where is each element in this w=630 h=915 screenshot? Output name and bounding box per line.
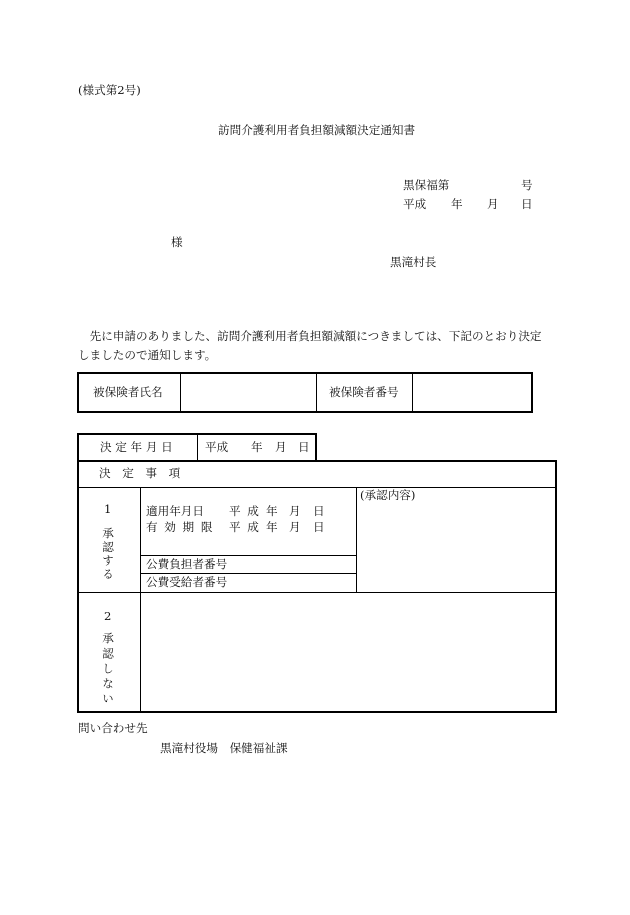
approve-details-divider [356, 488, 357, 592]
decision-date-month: 月 [275, 440, 287, 454]
valid-period-label: 有 効 期 限 [146, 520, 214, 534]
decision-date-era: 平成 [205, 440, 229, 454]
issue-number-suffix: 号 [521, 178, 533, 192]
issue-number-prefix: 黒保福第 [403, 178, 450, 192]
body-line-1: 先に申請のありました、訪問介護利用者負担額減額につきましては、下記のとおり決定 [89, 329, 542, 343]
applied-date-label: 適用年月日 [146, 504, 204, 518]
recipient-honorific: 様 [171, 235, 183, 249]
approve-number: 1 [104, 502, 112, 516]
applied-date-year: 年 [266, 504, 278, 518]
public-payer-label: 公費負担者番号 [146, 557, 228, 571]
applied-date-month: 月 [289, 504, 301, 518]
valid-period-era: 平 成 [229, 520, 261, 534]
form-number: (様式第2号) [78, 83, 141, 97]
issue-date-day: 日 [521, 197, 533, 211]
public-recipient-label: 公費受給者番号 [146, 575, 228, 589]
applied-date-day: 日 [313, 504, 325, 518]
valid-period-year: 年 [266, 520, 278, 534]
insured-divider [316, 374, 317, 411]
applied-date-era: 平 成 [229, 504, 261, 518]
insured-number-label: 被保険者番号 [329, 385, 399, 399]
approve-inner-rule [141, 573, 356, 574]
body-line-2: しましたので通知します。 [78, 348, 217, 362]
insured-name-value-cell [181, 374, 315, 411]
issue-date-year: 年 [451, 197, 463, 211]
reject-number: 2 [104, 609, 112, 623]
approve-inner-rule [141, 555, 356, 556]
document-title: 訪問介護利用者負担額減額決定通知書 [218, 123, 416, 137]
insured-name-label: 被保険者氏名 [93, 385, 163, 399]
issue-date-month: 月 [487, 197, 499, 211]
decision-header: 決 定 事 項 [99, 466, 181, 480]
approve-label: 承認する [101, 527, 115, 582]
decision-date-day: 日 [298, 440, 310, 454]
contact-label: 問い合わせ先 [78, 721, 148, 735]
insured-number-value-cell [413, 374, 531, 411]
issue-date-era: 平成 [403, 197, 427, 211]
contact-office: 黒滝村役場 保健福祉課 [160, 741, 288, 755]
issuer-name: 黒滝村長 [390, 255, 437, 269]
approval-details-label: (承認内容) [360, 488, 416, 502]
decision-date-year: 年 [251, 440, 263, 454]
valid-period-day: 日 [313, 520, 325, 534]
reject-label: 承認しない [101, 632, 115, 708]
valid-period-month: 月 [289, 520, 301, 534]
reject-details-cell [141, 593, 555, 711]
decision-date-label: 決 定 年 月 日 [100, 440, 173, 454]
decision-date-divider [197, 435, 198, 460]
decision-header-rule [79, 487, 555, 488]
